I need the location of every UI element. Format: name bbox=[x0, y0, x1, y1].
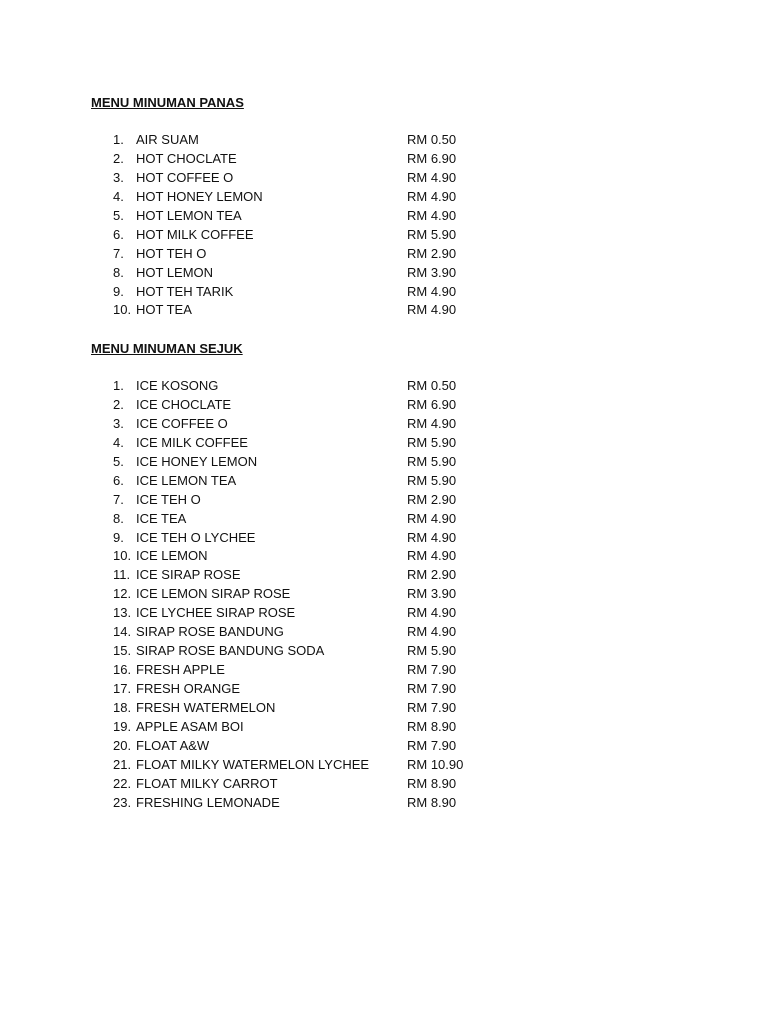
menu-item bbox=[91, 661, 551, 680]
item-name: FRESHING LEMONADE bbox=[136, 794, 280, 810]
menu-item bbox=[91, 737, 551, 756]
menu-item bbox=[91, 680, 551, 699]
menu-item bbox=[91, 131, 551, 150]
item-price: RM 3.90 bbox=[407, 264, 457, 280]
item-number: 2. bbox=[113, 150, 124, 166]
item-name: HOT COFFEE O bbox=[136, 169, 234, 185]
item-price: RM 4.90 bbox=[407, 207, 457, 223]
item-price: RM 4.90 bbox=[407, 548, 457, 564]
menu-item bbox=[91, 491, 551, 510]
item-price: RM 8.90 bbox=[407, 775, 457, 791]
item-number: 8. bbox=[113, 264, 124, 280]
item-price: RM 10.90 bbox=[407, 756, 464, 772]
item-name: SIRAP ROSE BANDUNG SODA bbox=[136, 643, 325, 659]
item-name: ICE HONEY LEMON bbox=[136, 453, 258, 469]
item-name: ICE TEH O LYCHEE bbox=[136, 529, 256, 545]
item-price: RM 4.90 bbox=[407, 624, 457, 640]
menu-item bbox=[91, 547, 551, 566]
menu-item bbox=[91, 472, 551, 491]
item-price: RM 0.50 bbox=[407, 378, 457, 393]
menu-item bbox=[91, 623, 551, 642]
item-number: 8. bbox=[113, 510, 124, 526]
item-name: HOT TEH O bbox=[136, 245, 207, 261]
menu-item bbox=[91, 245, 551, 264]
item-name: ICE SIRAP ROSE bbox=[136, 567, 241, 583]
menu-item bbox=[91, 775, 551, 794]
item-number: 23. bbox=[113, 794, 132, 810]
item-price: RM 7.90 bbox=[407, 699, 457, 715]
item-name: FRESH WATERMELON bbox=[136, 699, 276, 715]
hot-drinks-section bbox=[91, 93, 551, 320]
item-price: RM 8.90 bbox=[407, 718, 457, 734]
item-number: 4. bbox=[113, 434, 124, 450]
item-name: ICE TEH O bbox=[136, 491, 201, 507]
item-name: AIR SUAM bbox=[136, 132, 199, 147]
item-number: 10. bbox=[113, 548, 132, 564]
item-number: 22. bbox=[113, 775, 132, 791]
item-price: RM 7.90 bbox=[407, 662, 457, 678]
item-number: 9. bbox=[113, 529, 124, 545]
item-number: 11. bbox=[113, 567, 131, 583]
menu-item bbox=[91, 150, 551, 169]
item-name: ICE LEMON SIRAP ROSE bbox=[136, 586, 291, 602]
item-name: FLOAT MILKY CARROT bbox=[136, 775, 278, 791]
cold-drinks-title: MENU MINUMAN SEJUK bbox=[91, 341, 243, 356]
item-price: RM 4.90 bbox=[407, 415, 457, 431]
item-number: 2. bbox=[113, 396, 124, 412]
item-number: 17. bbox=[113, 681, 132, 696]
item-name: HOT LEMON bbox=[136, 264, 214, 280]
menu-item bbox=[91, 301, 551, 320]
menu-item bbox=[91, 566, 551, 585]
item-price: RM 2.90 bbox=[407, 567, 457, 583]
menu-item bbox=[91, 794, 551, 813]
item-price: RM 3.90 bbox=[407, 586, 457, 602]
item-number: 18. bbox=[113, 699, 132, 715]
item-price: RM 7.90 bbox=[407, 681, 457, 696]
item-price: RM 5.90 bbox=[407, 472, 457, 488]
item-number: 1. bbox=[113, 132, 124, 147]
item-name: HOT HONEY LEMON bbox=[136, 188, 263, 204]
item-name: FLOAT A&W bbox=[136, 737, 210, 753]
menu-item bbox=[91, 188, 551, 207]
item-price: RM 4.90 bbox=[407, 169, 457, 185]
menu-item bbox=[91, 529, 551, 548]
item-price: RM 5.90 bbox=[407, 643, 457, 659]
item-price: RM 2.90 bbox=[407, 245, 457, 261]
menu-item bbox=[91, 453, 551, 472]
item-name: APPLE ASAM BOI bbox=[136, 718, 244, 734]
item-name: HOT TEH TARIK bbox=[136, 283, 234, 299]
item-price: RM 0.50 bbox=[407, 132, 457, 147]
item-number: 21. bbox=[113, 756, 132, 772]
item-name: ICE LEMON bbox=[136, 548, 208, 564]
item-name: ICE TEA bbox=[136, 510, 187, 526]
menu-item bbox=[91, 207, 551, 226]
item-name: ICE LYCHEE SIRAP ROSE bbox=[136, 605, 296, 621]
item-number: 15. bbox=[113, 643, 132, 659]
menu-item bbox=[91, 510, 551, 529]
item-price: RM 2.90 bbox=[407, 491, 457, 507]
item-number: 10. bbox=[113, 302, 132, 318]
item-price: RM 4.90 bbox=[407, 302, 457, 318]
item-number: 16. bbox=[113, 662, 132, 678]
item-number: 19. bbox=[113, 718, 132, 734]
menu-item bbox=[91, 396, 551, 415]
menu-item bbox=[91, 434, 551, 453]
item-number: 4. bbox=[113, 188, 124, 204]
cold-drinks-section bbox=[91, 339, 551, 813]
item-number: 3. bbox=[113, 415, 124, 431]
menu-item bbox=[91, 377, 551, 396]
menu-item bbox=[91, 283, 551, 302]
item-price: RM 4.90 bbox=[407, 283, 457, 299]
hot-drinks-list bbox=[91, 131, 551, 320]
item-price: RM 4.90 bbox=[407, 510, 457, 526]
hot-drinks-title: MENU MINUMAN PANAS bbox=[91, 95, 244, 110]
item-number: 6. bbox=[113, 226, 124, 242]
item-price: RM 6.90 bbox=[407, 396, 457, 412]
item-name: FLOAT MILKY WATERMELON LYCHEE bbox=[136, 756, 370, 772]
item-name: FRESH APPLE bbox=[136, 662, 225, 678]
item-price: RM 8.90 bbox=[407, 794, 457, 810]
item-number: 7. bbox=[113, 245, 124, 261]
menu-item bbox=[91, 718, 551, 737]
item-name: ICE MILK COFFEE bbox=[136, 434, 248, 450]
item-price: RM 4.90 bbox=[407, 529, 457, 545]
item-name: FRESH ORANGE bbox=[136, 681, 241, 696]
menu-item bbox=[91, 756, 551, 775]
item-number: 20. bbox=[113, 737, 132, 753]
item-name: HOT MILK COFFEE bbox=[136, 226, 254, 242]
item-price: RM 6.90 bbox=[407, 150, 457, 166]
item-number: 5. bbox=[113, 207, 124, 223]
item-name: HOT CHOCLATE bbox=[136, 150, 237, 166]
menu-item bbox=[91, 169, 551, 188]
item-price: RM 7.90 bbox=[407, 737, 457, 753]
item-name: ICE LEMON TEA bbox=[136, 472, 237, 488]
item-price: RM 4.90 bbox=[407, 188, 457, 204]
item-price: RM 5.90 bbox=[407, 226, 457, 242]
item-name: ICE COFFEE O bbox=[136, 415, 228, 431]
item-price: RM 5.90 bbox=[407, 453, 457, 469]
menu-item bbox=[91, 415, 551, 434]
menu-item bbox=[91, 264, 551, 283]
item-number: 12. bbox=[113, 586, 132, 602]
item-price: RM 5.90 bbox=[407, 434, 457, 450]
item-price: RM 4.90 bbox=[407, 605, 457, 621]
item-name: ICE CHOCLATE bbox=[136, 396, 232, 412]
menu-item bbox=[91, 585, 551, 604]
menu-item bbox=[91, 226, 551, 245]
item-number: 9. bbox=[113, 283, 124, 299]
item-number: 7. bbox=[113, 491, 124, 507]
item-name: ICE KOSONG bbox=[136, 378, 219, 393]
item-number: 6. bbox=[113, 472, 124, 488]
item-number: 3. bbox=[113, 169, 124, 185]
menu-item bbox=[91, 699, 551, 718]
item-number: 5. bbox=[113, 453, 124, 469]
menu-item bbox=[91, 604, 551, 623]
item-name: HOT TEA bbox=[136, 302, 192, 318]
item-name: HOT LEMON TEA bbox=[136, 207, 242, 223]
item-number: 13. bbox=[113, 605, 132, 621]
item-name: SIRAP ROSE BANDUNG bbox=[136, 624, 284, 640]
item-number: 14. bbox=[113, 624, 132, 640]
item-number: 1. bbox=[113, 378, 124, 393]
cold-drinks-list bbox=[91, 377, 551, 813]
menu-item bbox=[91, 642, 551, 661]
